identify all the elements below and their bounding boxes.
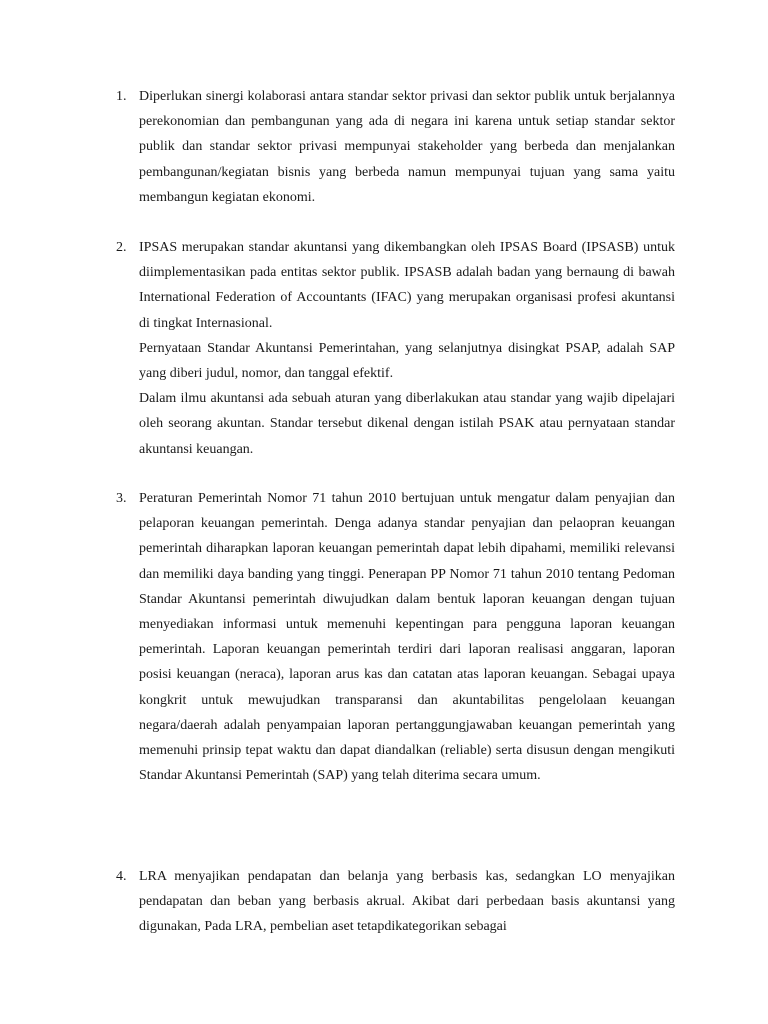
item-number: 4. [116,869,127,884]
item-body [139,84,675,210]
item-number: 2. [116,240,127,255]
item-number: 1. [116,89,127,104]
item-body [139,486,675,788]
paragraph: Peraturan Pemerintah Nomor 71 tahun 2010 bertujuan untuk mengatur dalam penyajian dan pelaporan keuangan pemerintah. Denga adanya standar penyajian dan pelaopran keuangan pemerintah diharapkan laporan keuangan pemerintah dapat lebih dipahami, memiliki relevansi dan memiliki daya banding yang tinggi. Penerapan PP Nomor 71 tahun 2010 tentang Pedoman Standar Akuntansi pemerintah diwujudkan dalam bentuk laporan keuangan dengan tujuan menyediakan informasi untuk memenuhi kepentingan para pengguna laporan keuangan pemerintah. Laporan keuangan pemerintah terdiri dari laporan realisasi anggaran, laporan posisi keuangan (neraca), laporan arus kas dan catatan atas laporan keuangan. Sebagai upaya kongkrit untuk mewujudkan transparansi dan akuntabilitas pengelolaan keuangan negara/daerah adalah penyampaian laporan pertanggungjawaban keuangan pemerintah yang memenuhi prinsip tepat waktu dan dapat diandalkan (reliable) serta disusun dengan mengikuti Standar Akuntansi Pemerintah (SAP) yang telah diterima secara umum. [139,491,675,784]
paragraph: LRA menyajikan pendapatan dan belanja yang berbasis kas, sedangkan LO menyajikan pendapatan dan beban yang berbasis akrual. Akibat dari perbedaan basis akuntansi yang digunakan, Pada LRA, pembelian aset tetapdikategorikan sebagai [139,869,675,935]
item-body [139,235,675,462]
paragraph: IPSAS merupakan standar akuntansi yang dikembangkan oleh IPSAS Board (IPSASB) untuk diimplementasikan pada entitas sektor publik. IPSASB adalah badan yang bernaung di bawah International Federation of Accountants (IFAC) yang merupakan organisasi profesi akuntansi di tingkat Internasional. [139,240,675,331]
item-number: 3. [116,491,127,506]
item-body [139,864,675,946]
paragraph: Diperlukan sinergi kolaborasi antara standar sektor privasi dan sektor publik untuk berjalannya perekonomian dan pembangunan yang ada di negara ini karena untuk setiap standar sektor publik dan standar sektor privasi mempunyai stakeholder yang berbeda dan menjalankan pembangunan/kegiatan bisnis yang berbeda namun mempunyai tujuan yang sama yaitu membangun kegiatan ekonomi. [139,89,675,205]
paragraph: Dalam ilmu akuntansi ada sebuah aturan yang diberlakukan atau standar yang wajib dipelajari oleh seorang akuntan. Standar tersebut dikenal dengan istilah PSAK atau pernyataan standar akuntansi keuangan. [139,391,675,457]
paragraph: Pernyataan Standar Akuntansi Pemerintahan, yang selanjutnya disingkat PSAP, adalah SAP yang diberi judul, nomor, dan tanggal efektif. [139,340,675,382]
